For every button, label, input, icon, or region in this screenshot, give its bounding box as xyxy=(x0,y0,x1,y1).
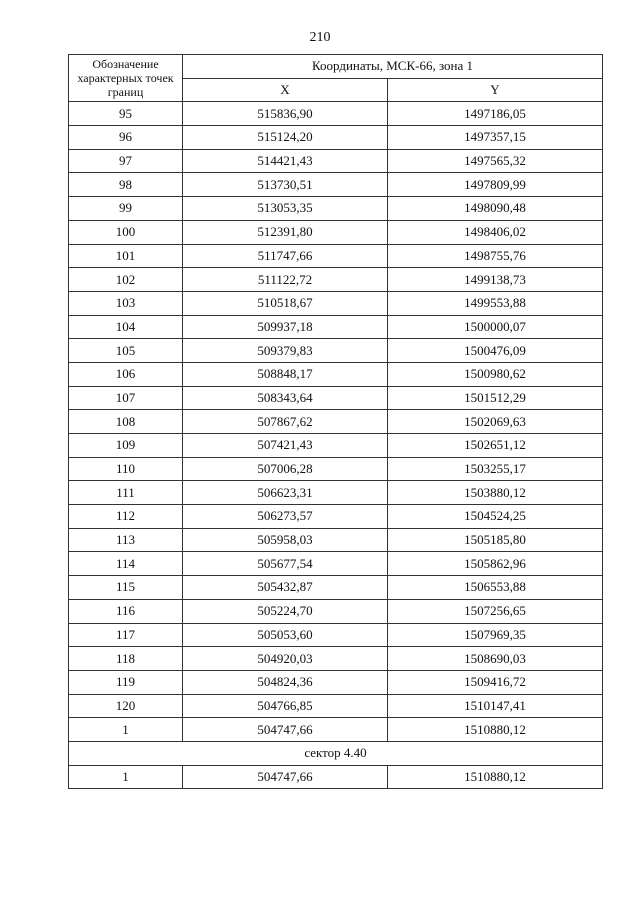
y-coordinate-cell: 1509416,72 xyxy=(388,670,603,694)
x-coordinate-cell: 514421,43 xyxy=(183,149,388,173)
x-coordinate-cell: 505224,70 xyxy=(183,599,388,623)
y-coordinate-cell: 1498090,48 xyxy=(388,197,603,221)
y-coordinate-cell: 1497565,32 xyxy=(388,149,603,173)
x-coordinate-cell: 505432,87 xyxy=(183,576,388,600)
point-cell: 99 xyxy=(69,197,183,221)
table-row xyxy=(69,457,603,481)
x-coordinate-cell: 504766,85 xyxy=(183,694,388,718)
x-coordinate-cell: 507006,28 xyxy=(183,457,388,481)
x-coordinate-cell: 510518,67 xyxy=(183,291,388,315)
header-row xyxy=(69,55,603,79)
y-coordinate-cell: 1501512,29 xyxy=(388,386,603,410)
y-coordinate-cell: 1497357,15 xyxy=(388,126,603,150)
sector-section xyxy=(69,741,603,765)
y-coordinate-cell: 1503880,12 xyxy=(388,481,603,505)
point-cell: 109 xyxy=(69,434,183,458)
page-number: 210 xyxy=(309,30,331,45)
y-coordinate-cell: 1508690,03 xyxy=(388,647,603,671)
point-cell: 103 xyxy=(69,291,183,315)
table-row xyxy=(69,505,603,529)
table-row xyxy=(69,718,603,742)
y-coordinate-cell: 1500000,07 xyxy=(388,315,603,339)
table-row xyxy=(69,599,603,623)
x-coordinate-cell: 507421,43 xyxy=(183,434,388,458)
table-row xyxy=(69,339,603,363)
point-cell: 98 xyxy=(69,173,183,197)
x-coordinate-cell: 504920,03 xyxy=(183,647,388,671)
y-coordinate-cell: 1507256,65 xyxy=(388,599,603,623)
point-cell: 97 xyxy=(69,149,183,173)
point-cell: 1 xyxy=(69,718,183,742)
y-coordinate-cell: 1498406,02 xyxy=(388,220,603,244)
y-coordinate-cell: 1498755,76 xyxy=(388,244,603,268)
x-column-header: X xyxy=(183,78,388,102)
y-coordinate-cell: 1510880,12 xyxy=(388,765,603,789)
table-row xyxy=(69,315,603,339)
table-row xyxy=(69,197,603,221)
coordinates-table xyxy=(68,54,603,789)
table-row xyxy=(69,623,603,647)
x-coordinate-cell: 509379,83 xyxy=(183,339,388,363)
point-cell: 116 xyxy=(69,599,183,623)
y-coordinate-cell: 1497809,99 xyxy=(388,173,603,197)
x-coordinate-cell: 508343,64 xyxy=(183,386,388,410)
point-cell: 113 xyxy=(69,528,183,552)
y-coordinate-cell: 1502651,12 xyxy=(388,434,603,458)
x-coordinate-cell: 513730,51 xyxy=(183,173,388,197)
point-designation-header: Обозначение характерных точек границ xyxy=(69,55,183,102)
table-row xyxy=(69,126,603,150)
x-coordinate-cell: 512391,80 xyxy=(183,220,388,244)
table-body xyxy=(69,102,603,742)
table-row xyxy=(69,149,603,173)
point-cell: 118 xyxy=(69,647,183,671)
x-coordinate-cell: 508848,17 xyxy=(183,362,388,386)
y-coordinate-cell: 1510147,41 xyxy=(388,694,603,718)
table-row xyxy=(69,765,603,789)
point-cell: 106 xyxy=(69,362,183,386)
point-cell: 100 xyxy=(69,220,183,244)
point-cell: 120 xyxy=(69,694,183,718)
x-coordinate-cell: 509937,18 xyxy=(183,315,388,339)
table-row xyxy=(69,410,603,434)
x-coordinate-cell: 506273,57 xyxy=(183,505,388,529)
y-coordinate-cell: 1502069,63 xyxy=(388,410,603,434)
point-cell: 104 xyxy=(69,315,183,339)
x-coordinate-cell: 504824,36 xyxy=(183,670,388,694)
x-coordinate-cell: 505053,60 xyxy=(183,623,388,647)
x-coordinate-cell: 513053,35 xyxy=(183,197,388,221)
point-cell: 108 xyxy=(69,410,183,434)
table-row xyxy=(69,244,603,268)
sector-table-body xyxy=(69,765,603,789)
point-cell: 1 xyxy=(69,765,183,789)
sector-label: сектор 4.40 xyxy=(69,741,603,765)
y-coordinate-cell: 1505862,96 xyxy=(388,552,603,576)
point-cell: 117 xyxy=(69,623,183,647)
y-coordinate-cell: 1506553,88 xyxy=(388,576,603,600)
x-coordinate-cell: 505677,54 xyxy=(183,552,388,576)
point-cell: 105 xyxy=(69,339,183,363)
x-coordinate-cell: 504747,66 xyxy=(183,765,388,789)
y-coordinate-cell: 1510880,12 xyxy=(388,718,603,742)
table-row xyxy=(69,576,603,600)
table-row xyxy=(69,362,603,386)
table-row xyxy=(69,173,603,197)
point-cell: 111 xyxy=(69,481,183,505)
point-cell: 102 xyxy=(69,268,183,292)
y-coordinate-cell: 1499553,88 xyxy=(388,291,603,315)
table-row xyxy=(69,386,603,410)
table-row xyxy=(69,220,603,244)
point-cell: 112 xyxy=(69,505,183,529)
coordinates-system-header: Координаты, МСК-66, зона 1 xyxy=(183,55,603,79)
table-row xyxy=(69,102,603,126)
y-coordinate-cell: 1505185,80 xyxy=(388,528,603,552)
table-row xyxy=(69,268,603,292)
sector-row xyxy=(69,741,603,765)
table-row xyxy=(69,694,603,718)
y-coordinate-cell: 1504524,25 xyxy=(388,505,603,529)
x-coordinate-cell: 507867,62 xyxy=(183,410,388,434)
y-column-header: Y xyxy=(388,78,603,102)
point-cell: 96 xyxy=(69,126,183,150)
x-coordinate-cell: 511122,72 xyxy=(183,268,388,292)
y-coordinate-cell: 1499138,73 xyxy=(388,268,603,292)
x-coordinate-cell: 506623,31 xyxy=(183,481,388,505)
y-coordinate-cell: 1503255,17 xyxy=(388,457,603,481)
point-cell: 107 xyxy=(69,386,183,410)
table-row xyxy=(69,552,603,576)
point-cell: 95 xyxy=(69,102,183,126)
table-row xyxy=(69,291,603,315)
point-cell: 119 xyxy=(69,670,183,694)
y-coordinate-cell: 1500476,09 xyxy=(388,339,603,363)
y-coordinate-cell: 1500980,62 xyxy=(388,362,603,386)
table-row xyxy=(69,481,603,505)
x-coordinate-cell: 505958,03 xyxy=(183,528,388,552)
x-coordinate-cell: 515124,20 xyxy=(183,126,388,150)
point-cell: 101 xyxy=(69,244,183,268)
point-cell: 110 xyxy=(69,457,183,481)
table-row xyxy=(69,647,603,671)
table-row xyxy=(69,434,603,458)
x-coordinate-cell: 504747,66 xyxy=(183,718,388,742)
point-cell: 115 xyxy=(69,576,183,600)
table-row xyxy=(69,528,603,552)
x-coordinate-cell: 515836,90 xyxy=(183,102,388,126)
point-cell: 114 xyxy=(69,552,183,576)
y-coordinate-cell: 1497186,05 xyxy=(388,102,603,126)
table-row xyxy=(69,670,603,694)
y-coordinate-cell: 1507969,35 xyxy=(388,623,603,647)
x-coordinate-cell: 511747,66 xyxy=(183,244,388,268)
